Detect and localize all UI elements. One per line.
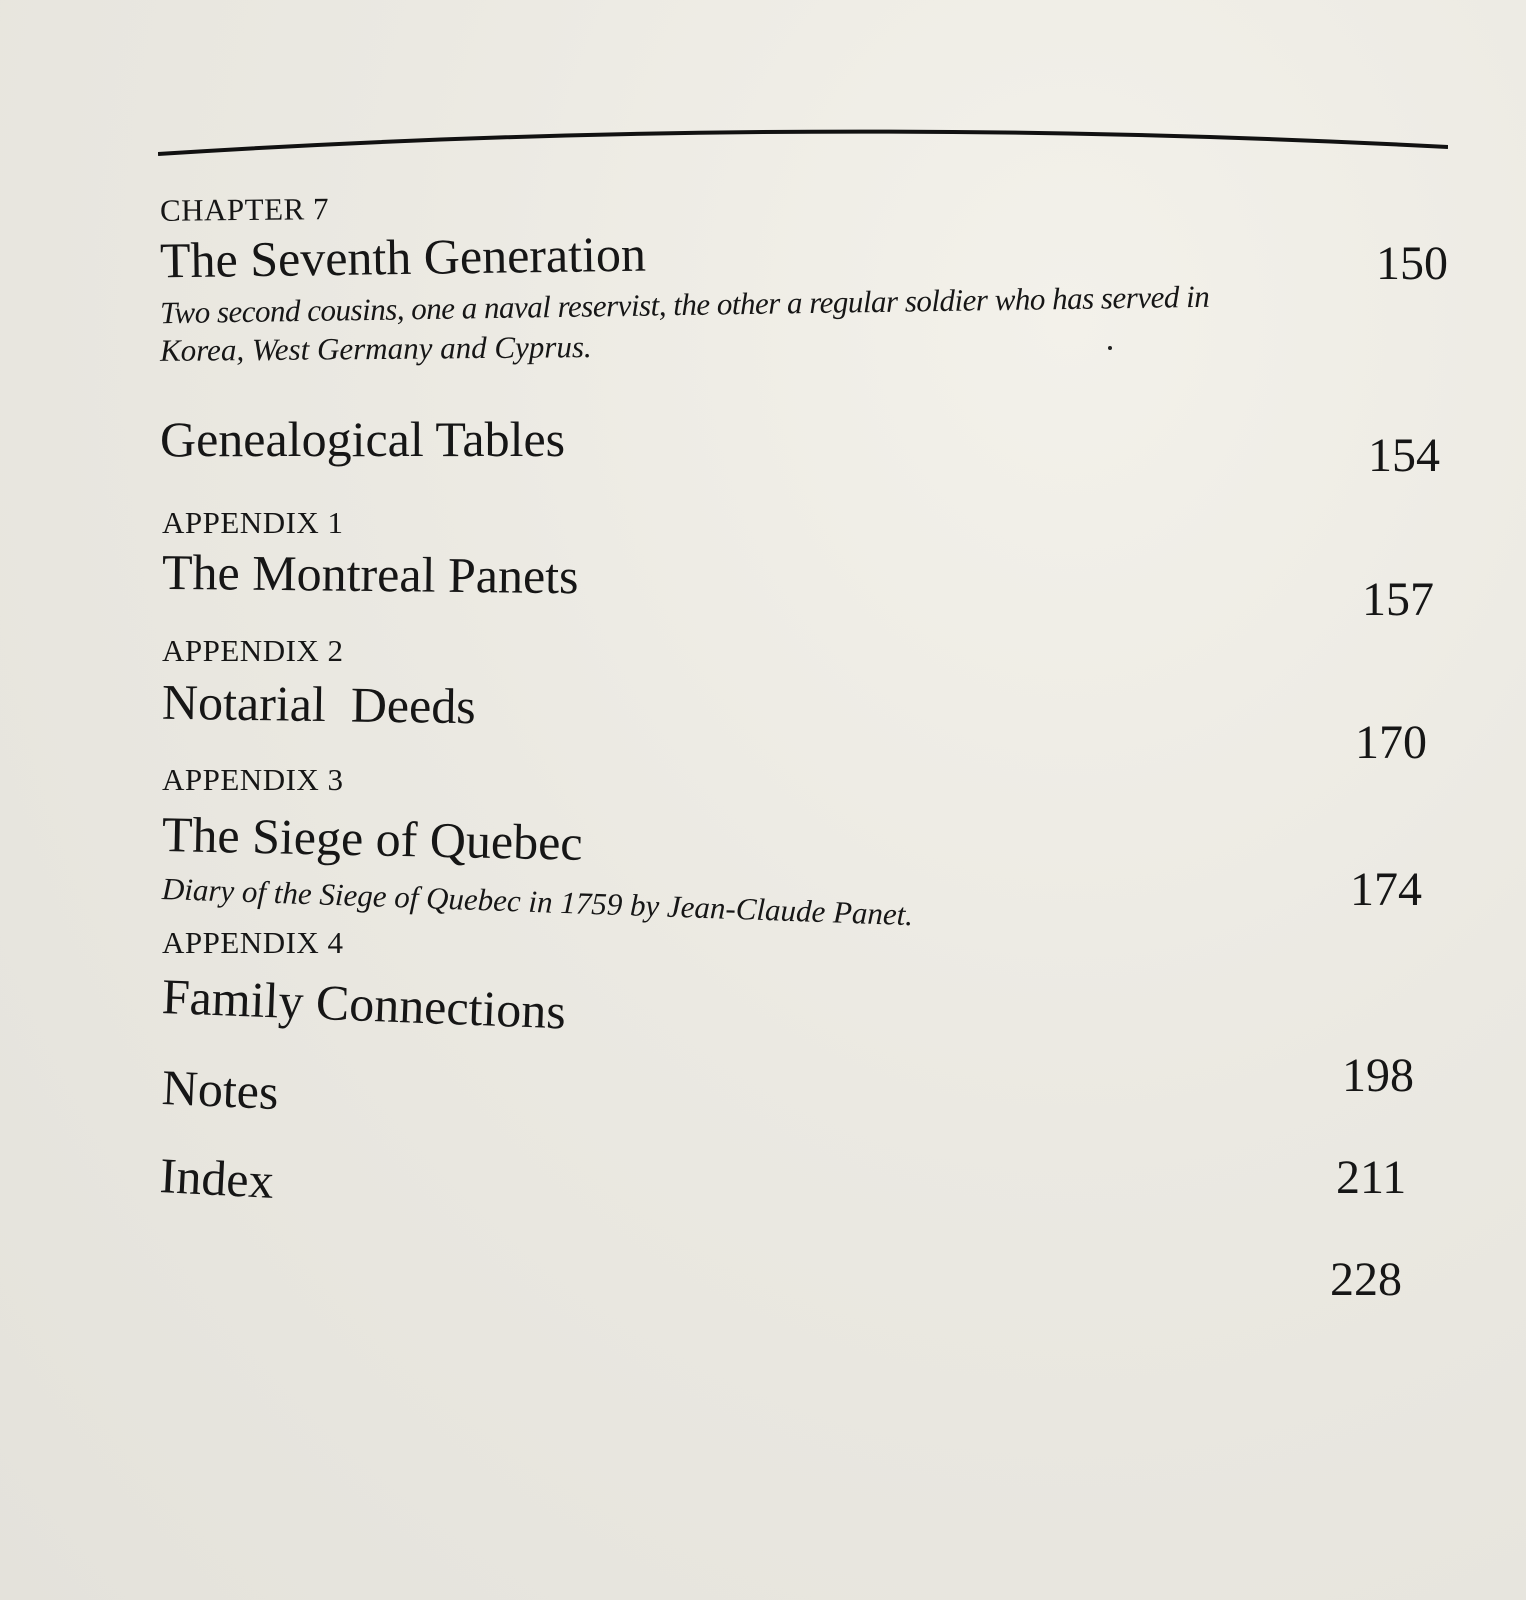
chapter-7-page-number: 150 [1376, 237, 1448, 290]
appendix-3-subtitle: Diary of the Siege of Quebec in 1759 by Jean-Claude Panet. [161, 871, 914, 933]
appendix-2-page-number: 170 [1355, 716, 1427, 769]
appendix-4-title: Family Connections [160, 968, 567, 1040]
notes-page-number: 211 [1336, 1151, 1407, 1204]
top-rule [158, 127, 1448, 161]
chapter-7-subtitle-line-2: Korea, West Germany and Cyprus. [159, 329, 592, 368]
appendix-1-page-number: 157 [1362, 573, 1434, 626]
notes-title: Notes [160, 1059, 280, 1121]
chapter-7-title: The Seventh Generation [159, 225, 647, 289]
appendix-3-page-number: 174 [1350, 863, 1422, 916]
appendix-2-label: APPENDIX 2 [162, 633, 344, 668]
appendix-3-label: APPENDIX 3 [162, 762, 344, 797]
appendix-1-label: APPENDIX 1 [162, 505, 344, 540]
chapter-7-label: CHAPTER 7 [159, 191, 330, 228]
stray-dot [1108, 346, 1112, 350]
appendix-3-title: The Siege of Quebec [161, 806, 584, 871]
index-page-number: 228 [1330, 1253, 1402, 1306]
genealogical-tables-title: Genealogical Tables [160, 411, 566, 467]
appendix-4-label: APPENDIX 4 [162, 925, 344, 960]
show-through-shadow [880, 1120, 1260, 1128]
chapter-7-subtitle-line-1: Two second cousins, one a naval reservist, the other a regular soldier who has served in [159, 278, 1210, 331]
appendix-1-title: The Montreal Panets [161, 543, 579, 605]
genealogical-tables-page-number: 154 [1368, 429, 1440, 482]
appendix-4-page-number: 198 [1342, 1049, 1414, 1102]
appendix-2-title: Notarial Deeds [161, 673, 477, 735]
index-title: Index [158, 1147, 276, 1209]
